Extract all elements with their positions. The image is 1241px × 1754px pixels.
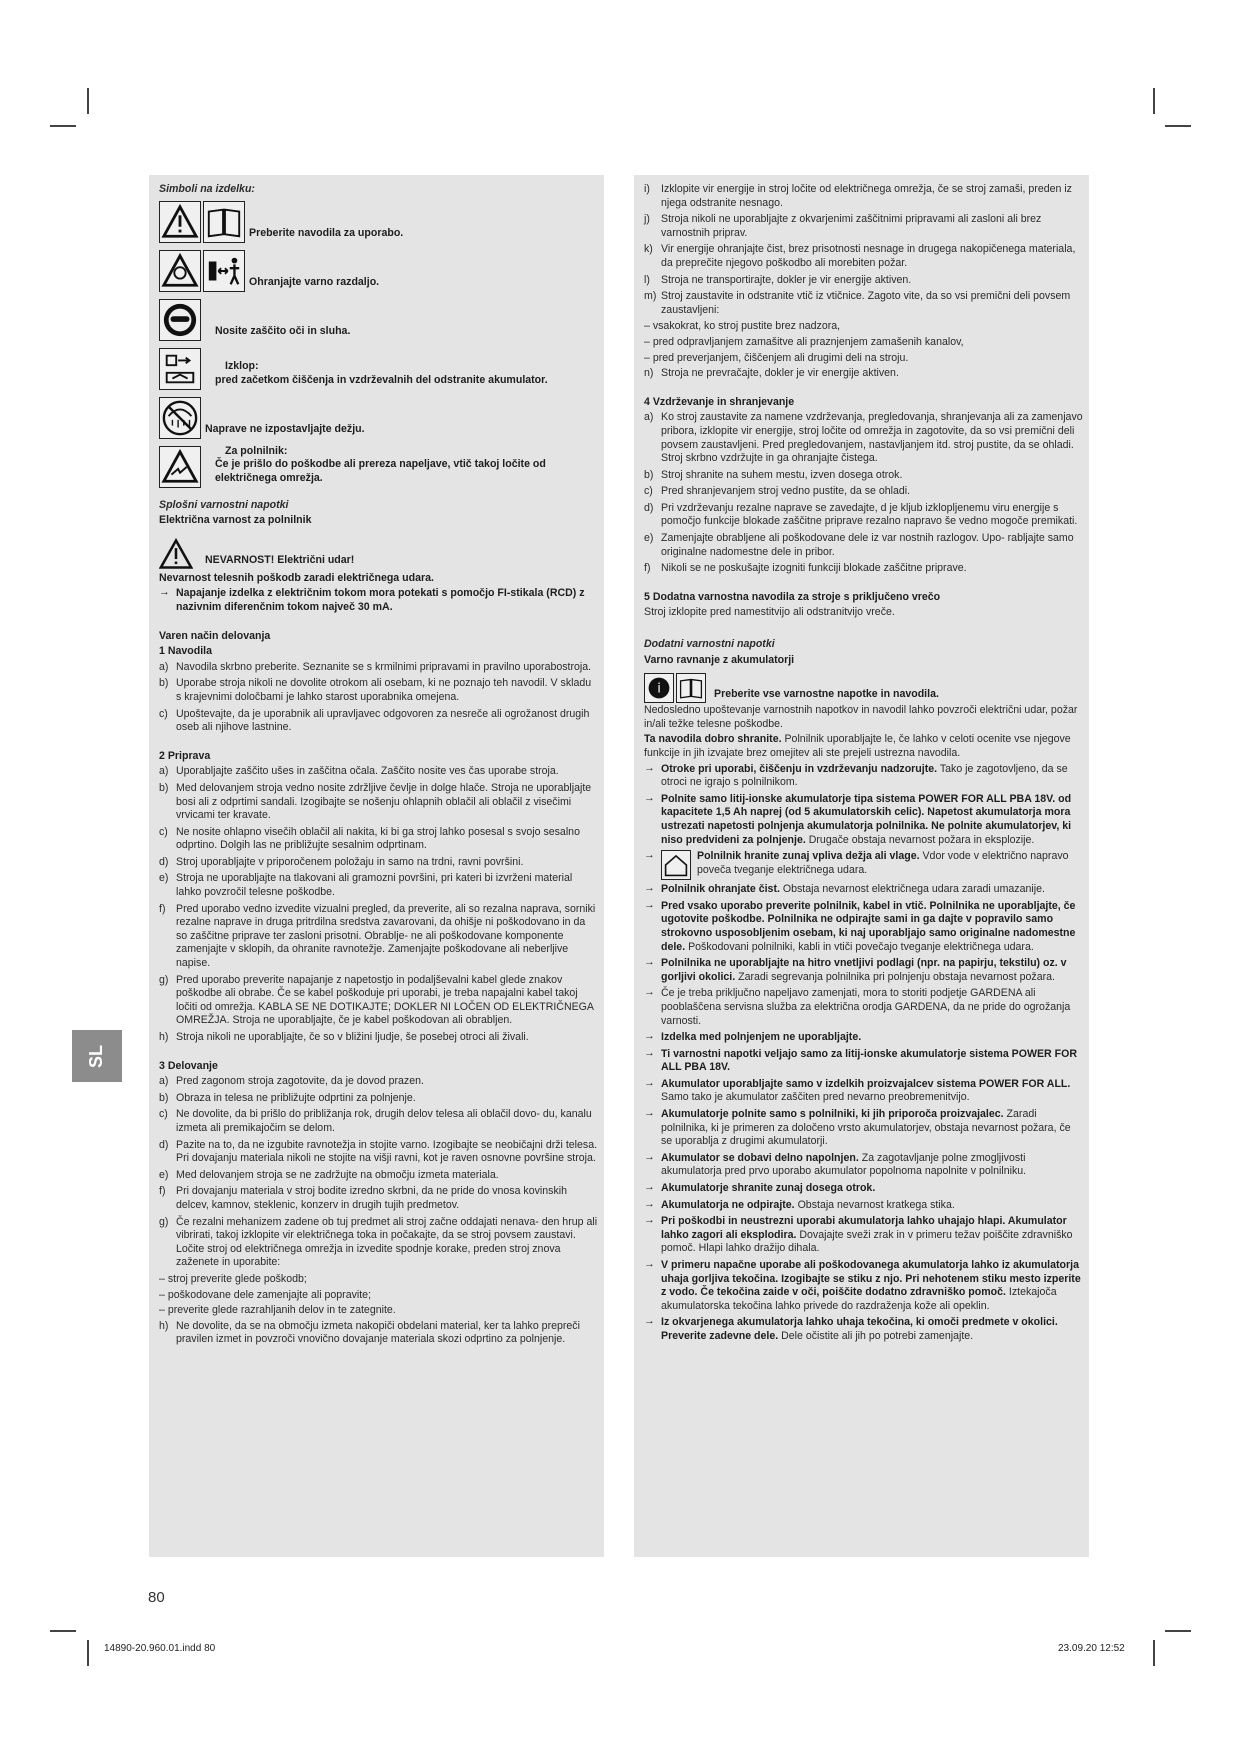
list-item: b) Med delovanjem stroja vedno nosite zdržljive čevlje in dolge hlače. Stroja ne uporabljajte bosi ali z odprtimi sandali. Izogibajte se nošenju ohlapnih oblačil ali oblačil z visečimi vrvicami ter kravate.	[159, 781, 592, 822]
arrow-item: → Če je treba priključno napeljavo zamenjati, mora to storiti podjetje GARDENA ali pooblaščena servisna služba za električna orodja GARDENA, da ne pride do ogrožanja varnosti.	[644, 986, 1071, 1027]
list-item: n) Stroja ne prevračajte, dokler je vir energije aktiven.	[644, 367, 899, 380]
arrow-icon: →	[159, 586, 170, 599]
footer-date: 23.09.20 12:52	[1058, 1643, 1125, 1654]
symbol-charger: Za polnilnik: Če je prišlo do poškodbe ali prereza napeljave, vtič takoj ločite od električnega omrežja.	[159, 444, 599, 488]
arrow-item: → V primeru napačne uporabe ali poškodovanega akumulatorja lahko iz akumulatorja uhaja gorljiva tekočina. Izogibajte se stiku z njo. Pri nehotenem stiku mesto izperite z vodo. Če tekočina zaide v oči, poiščite dodatno zdravniško pomoč. Iztekajoča akumulatorska tekočina lahko privede do razdraženja kože ali opeklin.	[644, 1258, 1081, 1312]
list-item: c) Ne nosite ohlapno visečih oblačil ali nakita, ki bi ga stroj lahko posesal s svojo sesalno odprtino. Dolgih las ne približujte sesalnim odprtinam.	[159, 825, 580, 852]
list-item: l) Stroja ne transportirajte, dokler je vir energije aktiven.	[644, 273, 912, 286]
arrow-item: → Pri poškodbi in neustrezni uporabi akumulatorja lahko uhajajo hlapi. Akumulator lahko zagori ali eksplodira. Dovajajte sveži zrak in v primeru težav poiščite zdravniško pomoč. Hlapi lahko dražijo dihala.	[644, 1214, 1073, 1255]
list-item: f) Pred uporabo vedno izvedite vizualni pregled, da preverite, ali so rezalna naprava, sorniki rezalne naprave in druga pritrdilna sredstva zavarovani, da ohišje ni poškodovano in da so zaščitne priprave ter zasloni prisotni. Obrablje- ne ali poškodovane komponente zamenjajte v sklopih, da ohranite ravnotežje. Zamenjajte poškodovane ali neberljive napise.	[159, 902, 596, 970]
arrow-icon: →	[644, 761, 655, 774]
manual-book-icon	[203, 201, 245, 243]
footer-file: 14890-20.960.01.indd 80	[104, 1643, 216, 1654]
general-safety-heading: Splošni varnostni napotki	[159, 498, 289, 511]
list-item: g) Če rezalni mehanizem zadene ob tuj predmet ali stroj začne oddajati nenava- den hrup ali vibrirati, takoj izklopite vir električnega toka in počakajte, da se stroj povsem zaustavi. Ločite stroj od električnega omrežja in izvedite spodnje korake, preden stroj znova zaženete in uporabite:	[159, 1215, 598, 1269]
safe-operation-heading: Varen način delovanja	[159, 629, 271, 642]
crop-mark	[87, 1640, 89, 1666]
section-4-title: 4 Vzdrževanje in shranjevanje	[644, 395, 795, 408]
warning-triangle-icon	[159, 538, 193, 570]
crop-mark	[1153, 1640, 1155, 1666]
arrow-item: → Izdelka med polnjenjem ne uporabljajte.	[644, 1030, 862, 1044]
page-number: 80	[148, 1589, 165, 1606]
read-manual-icon	[644, 673, 674, 703]
warning-triangle-icon	[159, 201, 201, 243]
crop-mark	[87, 88, 89, 114]
indoor-use-icon	[661, 850, 691, 880]
warning-text: Nevarnost telesnih poškodb zaradi električnega udara.	[159, 571, 434, 584]
no-rain-icon	[159, 397, 201, 439]
battery-heading: Varno ravnanje z akumulatorji	[644, 653, 795, 666]
arrow-item: → Akumulatorja ne odpirajte. Obstaja nevarnost kratkega stika.	[644, 1197, 955, 1211]
section-2-title: 2 Priprava	[159, 749, 211, 762]
warning-triangle-icon	[159, 250, 201, 292]
left-column	[149, 175, 604, 1557]
list-item: h) Stroja nikoli ne uporabljajte, če so v bližini ljudje, še posebej otroci ali živali.	[159, 1031, 529, 1043]
list-item: b) Stroj shranite na suhem mestu, izven dosega otrok.	[644, 468, 903, 481]
arrow-item: → Akumulatorje shranite zunaj dosega otrok.	[644, 1181, 876, 1195]
dash-item: – preverite glede razrahljanih delov in te zategnite.	[159, 1304, 396, 1317]
section-3-title: 3 Delovanje	[159, 1059, 218, 1072]
manual-book-icon	[676, 673, 706, 703]
right-column	[634, 175, 1089, 1557]
arrow-item: → Ti varnostni napotki veljajo samo za litij-ionske akumulatorje sistema POWER FOR ALL PBA 18V.	[644, 1046, 1078, 1074]
dash-item: – stroj preverite glede poškodb;	[159, 1272, 307, 1285]
section-1-title: 1 Navodila	[159, 645, 212, 658]
arrow-item: → Polnite samo litij-ionske akumulatorje tipa sistema POWER FOR ALL PBA 18V. od kapacitete 1,5 Ah naprej (od 5 akumulatorskih celic). Napetost akumulatorja mora ustrezati napetosti polnjenja akumulatorja polnilnika. Ne polnite akumulatorjev, ki niso predvideni za polnjenje. Drugače obstaja nevarnost požara in eksplozije.	[644, 791, 1072, 846]
warning-electric: NEVARNOST! Električni udar!	[159, 536, 599, 570]
list-item: h) Ne dovolite, da se na območju izmeta nakopiči obdelani material, ker ta lahko prepreči pravilen izmet in povzroči vnovično dovajanje materiala skozi odprtino za polnjenje.	[159, 1319, 580, 1346]
symbol-eye-ear-protection: Nosite zaščito oči in sluha.	[159, 297, 599, 341]
arrow-item: → Otroke pri uporabi, čiščenju in vzdrževanju nadzorujte. Tako je zagotovljeno, da se otroci ne igrajo s polnilnikom.	[644, 761, 1068, 789]
dash-item: – pred odpravljanjem zamašitve ali praznjenjem zamašenih kanalov,	[644, 335, 964, 348]
charger-warning-icon	[159, 446, 201, 488]
crop-mark	[50, 125, 76, 127]
arrow-icon: →	[644, 791, 655, 804]
list-item: m) Stroj zaustavite in odstranite vtič iz vtičnice. Zagoto vite, da so vsi premični deli povsem zaustavljeni:	[644, 290, 1071, 316]
list-item: c) Upoštevajte, da je uporabnik ali upravljavec odgovoren za nesreče ali ogrožanost drugih oseb ali njihove lastnine.	[159, 707, 590, 734]
section-5-text: Stroj izklopite pred namestitvijo ali odstranitvijo vreče.	[644, 606, 895, 619]
read-instructions: i Preberite vse varnostne napotke in navodila.	[644, 673, 1084, 703]
symbols-heading: Simboli na izdelku:	[159, 183, 255, 195]
arrow-item-rain: → Polnilnik hranite zunaj vpliva dežja ali vlage. Vdor vode v električno napravo poveča tveganje električnega udara.	[644, 850, 1084, 880]
crop-mark	[1153, 88, 1155, 114]
read-text: Nedosledno upoštevanje varnostnih napotkov in navodil lahko povzroči električni udar, požar in/ali težke telesne poškodbe.	[644, 704, 1078, 730]
arrow-item: → Polnilnik ohranjate čist. Obstaja nevarnost električnega udara zaradi umazanije.	[644, 882, 1045, 896]
warning-arrow-item: → Napajanje izdelka z električnim tokom mora potekati s pomočjo FI-stikala (RCD) z nazivnim diferenčnim tokom največ 30 mA.	[159, 586, 585, 613]
symbol-safe-distance: Ohranjajte varno razdaljo.	[159, 248, 599, 292]
arrow-item: → Polnilnika ne uporabljajte na hitro vnetljivi podlagi (npr. na papirju, tekstilu) oz. v gorljivi okolici. Zaradi segrevanja polnilnika pri polnjenju obstaja nevarnost požara.	[644, 956, 1067, 983]
list-item: e) Zamenjajte obrabljene ali poškodovane dele iz var nostnih razlogov. Upo- rabljajte samo originalne nadomestne dele in pribor.	[644, 532, 1074, 558]
list-item: d) Pri vzdrževanju rezalne naprave se zavedajte, d je kljub izklopljenemu viru energije s pomočjo funkcije blokade zaščitne priprave rezalno napravo še vedno mogoče premikati.	[644, 501, 1078, 528]
list-item: a) Ko stroj zaustavite za namene vzdrževanja, pregledovanja, shranjevanja ali za zamenjavo pribora, izklopite vir energije, stroj ločite od omrežja in zagotovite, da so vsi premični deli povsem zaustavljeni. Pred pregledovanjem, nastavljanjem itd. stroj pustite, da se ohladi. Stroj skrbno vzdržujte in ga ohranjajte čistega.	[644, 411, 1083, 465]
arrow-item: → Pred vsako uporabo preverite polnilnik, kabel in vtič. Polnilnika ne uporabljajte, če ugotovite poškodbe. Polnilnika ne odpirajte sami in ga dajte v popravilo samo strokovno usposobljenim osebam, ki naj uporabljajo samo originalne nadomestne dele. Poškodovani polnilniki, kabli in vtiči povečajo tveganje električnega udara.	[644, 898, 1076, 953]
list-item: k) Vir energije ohranjajte čist, brez prisotnosti nesnage in drugega nakopičenega materiala, da preprečite njegovo poškodbo ali morebiten požar.	[644, 243, 1076, 269]
arrow-item: → Akumulator se dobavi delno napolnjen. Za zagotavljanje polne zmogljivosti akumulatorja pred prvo uporabo akumulator popolnoma napolnite v polnilniku.	[644, 1150, 1027, 1178]
list-item: a) Uporabljajte zaščito ušes in zaščitna očala. Zaščito nosite ves čas uporabe stroja.	[159, 765, 559, 778]
dash-item: – pred preverjanjem, čiščenjem ali drugimi deli na stroju.	[644, 351, 909, 364]
keep-instructions: Ta navodila dobro shranite. Polnilnik uporabljajte le, če lahko v celoti ocenite vse njegove funkcije in jih izvajate brez omejitev ali ste prejeli ustrezna navodila.	[644, 733, 1071, 759]
arrow-item: → Akumulatorje polnite samo s polnilniki, ki jih priporoča proizvajalec. Zaradi polnilnika, ki je primeren za določeno vrsto akumulatorjev, obstaja nevarnost požara, če se uporablja z drugimi akumulatorji.	[644, 1107, 1071, 1148]
list-item: b) Obraza in telesa ne približujte odprtini za polnjenje.	[159, 1091, 416, 1104]
arrow-item: → Akumulator uporabljajte samo v izdelkih proizvajalcev sistema POWER FOR ALL. Samo tako je akumulator zaščiten pred nevarno preobremenitvijo.	[644, 1076, 1071, 1104]
arrow-icon: →	[644, 849, 655, 862]
crop-mark	[1165, 125, 1191, 127]
eye-ear-protection-icon	[159, 299, 201, 341]
list-item: c) Ne dovolite, da bi prišlo do približanja rok, drugih delov telesa ali oblačil dovo- du, kanalu izmeta ali premikajočim se delom.	[159, 1108, 592, 1134]
dash-item: – vsakokrat, ko stroj pustite brez nadzora,	[644, 320, 841, 333]
list-item: d) Pazite na to, da ne izgubite ravnotežja in stojite varno. Izogibajte se neobičajni drži telesa. Pri dovajanju materiala nikoli ne stojite na višji ravni, kot je raven osnovne površine stroja.	[159, 1138, 598, 1165]
symbol-switch-off: Izklop: pred začetkom čiščenja in vzdrževalnih del odstranite akumulator.	[159, 346, 599, 390]
list-item: c) Pred shranjevanjem stroj vedno pustite, da se ohladi.	[644, 485, 911, 498]
additional-safety-heading: Dodatni varnostni napotki	[644, 638, 775, 651]
list-item: j) Stroja nikoli ne uporabljajte z okvarjenimi zaščitnimi pripravami ali zasloni ali brez varnostnih priprav.	[644, 213, 1042, 239]
unplug-icon	[159, 348, 201, 390]
distance-person-icon	[203, 250, 245, 292]
list-item: i) Izklopite vir energije in stroj ločite od električnega omrežja, če se stroj zamaši, preden iz njega odstranite nesnago.	[644, 183, 1072, 209]
symbol-no-rain: Naprave ne izpostavljajte dežju.	[159, 395, 599, 439]
crop-mark	[50, 1630, 76, 1632]
list-item: a) Pred zagonom stroja zagotovite, da je dovod prazen.	[159, 1075, 424, 1088]
arrow-item: → Iz okvarjenega akumulatorja lahko uhaja tekočina, ki omoči predmete v okolici. Preverite zadevne dele. Dele očistite ali jih po potrebi zamenjajte.	[644, 1315, 1058, 1342]
language-tab: SL	[72, 1030, 122, 1082]
svg-text:i: i	[657, 681, 661, 697]
list-item: f) Pri dovajanju materiala v stroj bodite izredno skrbni, da ne pride do vnosa kovinskih delcev, kamnov, steklenic, konzerv in drugih tujih predmetov.	[159, 1185, 568, 1211]
electric-safety-heading: Električna varnost za polnilnik	[159, 514, 312, 527]
list-item: g) Pred uporabo preverite napajanje z napetostjo in podaljševalni kabel glede znakov poškodbe ali obrabe. Če se kabel poškoduje pri uporabi, je treba napajalni kabel takoj ločiti od omrežja. KABLA SE NE DOTIKAJTE; DOKLER NI LOČEN OD ELEKTRIČNEGA OMREŽJA. Stroja ne uporabljajte, če je kabel poškodovan ali obrabljen.	[159, 973, 594, 1027]
list-item: b) Uporabe stroja nikoli ne dovolite otrokom ali osebam, ki ne poznajo teh navodil. V skladu s krajevnimi določbami je lahko starost uporabnika omejena.	[159, 677, 592, 703]
list-item: e) Med delovanjem stroja se ne zadržujte na območju izmeta materiala.	[159, 1168, 499, 1181]
section-5-title: 5 Dodatna varnostna navodila za stroje s priključeno vrečo	[644, 590, 941, 603]
symbol-read-manual: Preberite navodila za uporabo.	[159, 199, 599, 243]
list-item: d) Stroj uporabljajte v priporočenem položaju in samo na trdni, ravni površini.	[159, 855, 524, 868]
list-item: a) Navodila skrbno preberite. Seznanite se s krmilnimi pripravami in pravilno uporabostroja.	[159, 660, 592, 673]
list-item: f) Nikoli se ne poskušajte izogniti funkciji blokade zaščitne priprave.	[644, 562, 967, 575]
crop-mark	[1165, 1630, 1191, 1632]
list-item: e) Stroja ne uporabljajte na tlakovani ali gramozni površini, pri kateri bi izvrženi material lahko povzročil telesne poškodbe.	[159, 872, 573, 899]
dash-item: – poškodovane dele zamenjajte ali popravite;	[159, 1288, 372, 1301]
